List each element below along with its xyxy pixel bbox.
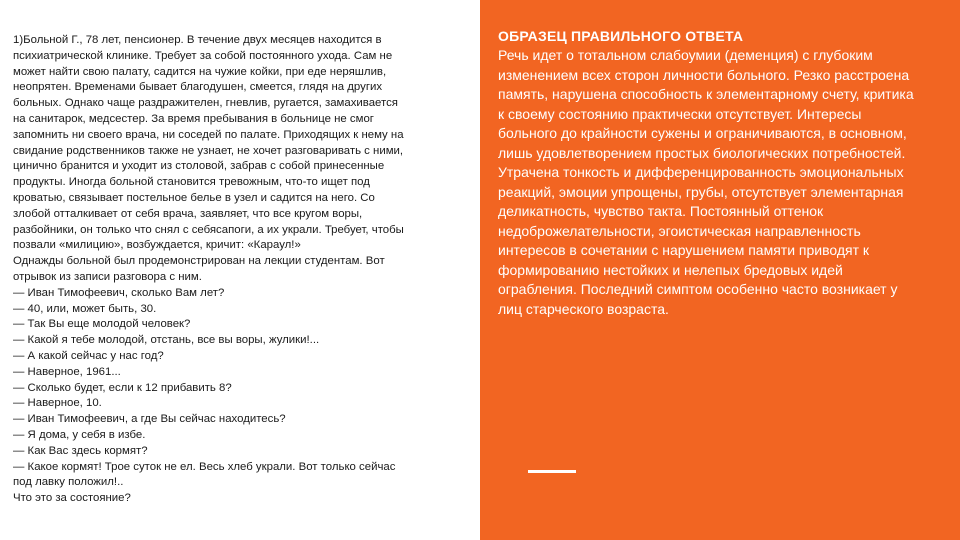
answer-heading: ОБРАЗЕЦ ПРАВИЛЬНОГО ОТВЕТА [498, 28, 744, 44]
answer-panel [480, 0, 960, 540]
case-description-text: 1)Больной Г., 78 лет, пенсионер. В течение двух месяцев находится в психиатрической клинике. Требует за собой постоянного ухода. Сам не может найти свою палату, садится на чужие койки, при еде неряшлив, неопрятен. Временами бывает благодушен, смеется, глядя на других больных. Однако чаще раздражителен, гневлив, ругается, замахивается на санитарок, медсестер. За время пребывания в больнице не смог запомнить ни своего врача, ни соседей по палате. Приходящих к нему на свидание родственников также не узнает, не хочет разговаривать с ними, цинично бранится и уходит из столовой, забрав с собой принесенные продукты. Иногда больной становится тревожным, что-то ищет под кроватью, связывает постельное белье в узел и садится на него. Со злобой отталкивает от себя врача, заявляет, что все кругом воры, разбойники, он только что снял с себясапоги, а их украли. Требует, чтобы позвали «милицию», возбуждается, кричит: «Караул!» Однажды больной был продемонстрирован на лекции студентам. Вот отрывок из записи разговора с ним. — Иван Тимофеевич, сколько Вам лет? — 40, или, может быть, 30. — Так Вы еще молодой человек? — Какой я тебе молодой, отстань, все вы воры, жулики!... — А какой сейчас у нас год? — Наверное, 1961... — Сколько будет, если к 12 прибавить 8? — Наверное, 10. — Иван Тимофеевич, а где Вы сейчас находитесь? — Я дома, у себя в избе. — Как Вас здесь кормят? — Какое кормят! Трое суток не ел. Весь хлеб украли. Вот только сейчас под лавку положил!.. Что это за состояние? [13, 34, 404, 505]
answer-text: Речь идет о тотальном слабоумии (деменция) с глубоким изменением всех сторон личности больного. Резко расстроена память, нарушена способность к элементарному счету, критика к своему состоянию практически отсутствует. Интересы больного до крайности сужены и ограничиваются, в основном, лишь удовлетворением простых биологических потребностей. Утрачена тонкость и дифференцированность эмоциональных реакций, эмоции упрощены, грубы, отсутствует элементарная деликатность, чувство такта. Постоянный оттенок недоброжелательности, эгоистическая направленность интересов в сочетании с нарушением памяти приводят к формированию нестойких и нелепых бредовых идей ограбления. Последний симптом особенно часто возникает у лиц старческого возраста. [498, 47, 914, 317]
accent-divider [528, 470, 576, 473]
